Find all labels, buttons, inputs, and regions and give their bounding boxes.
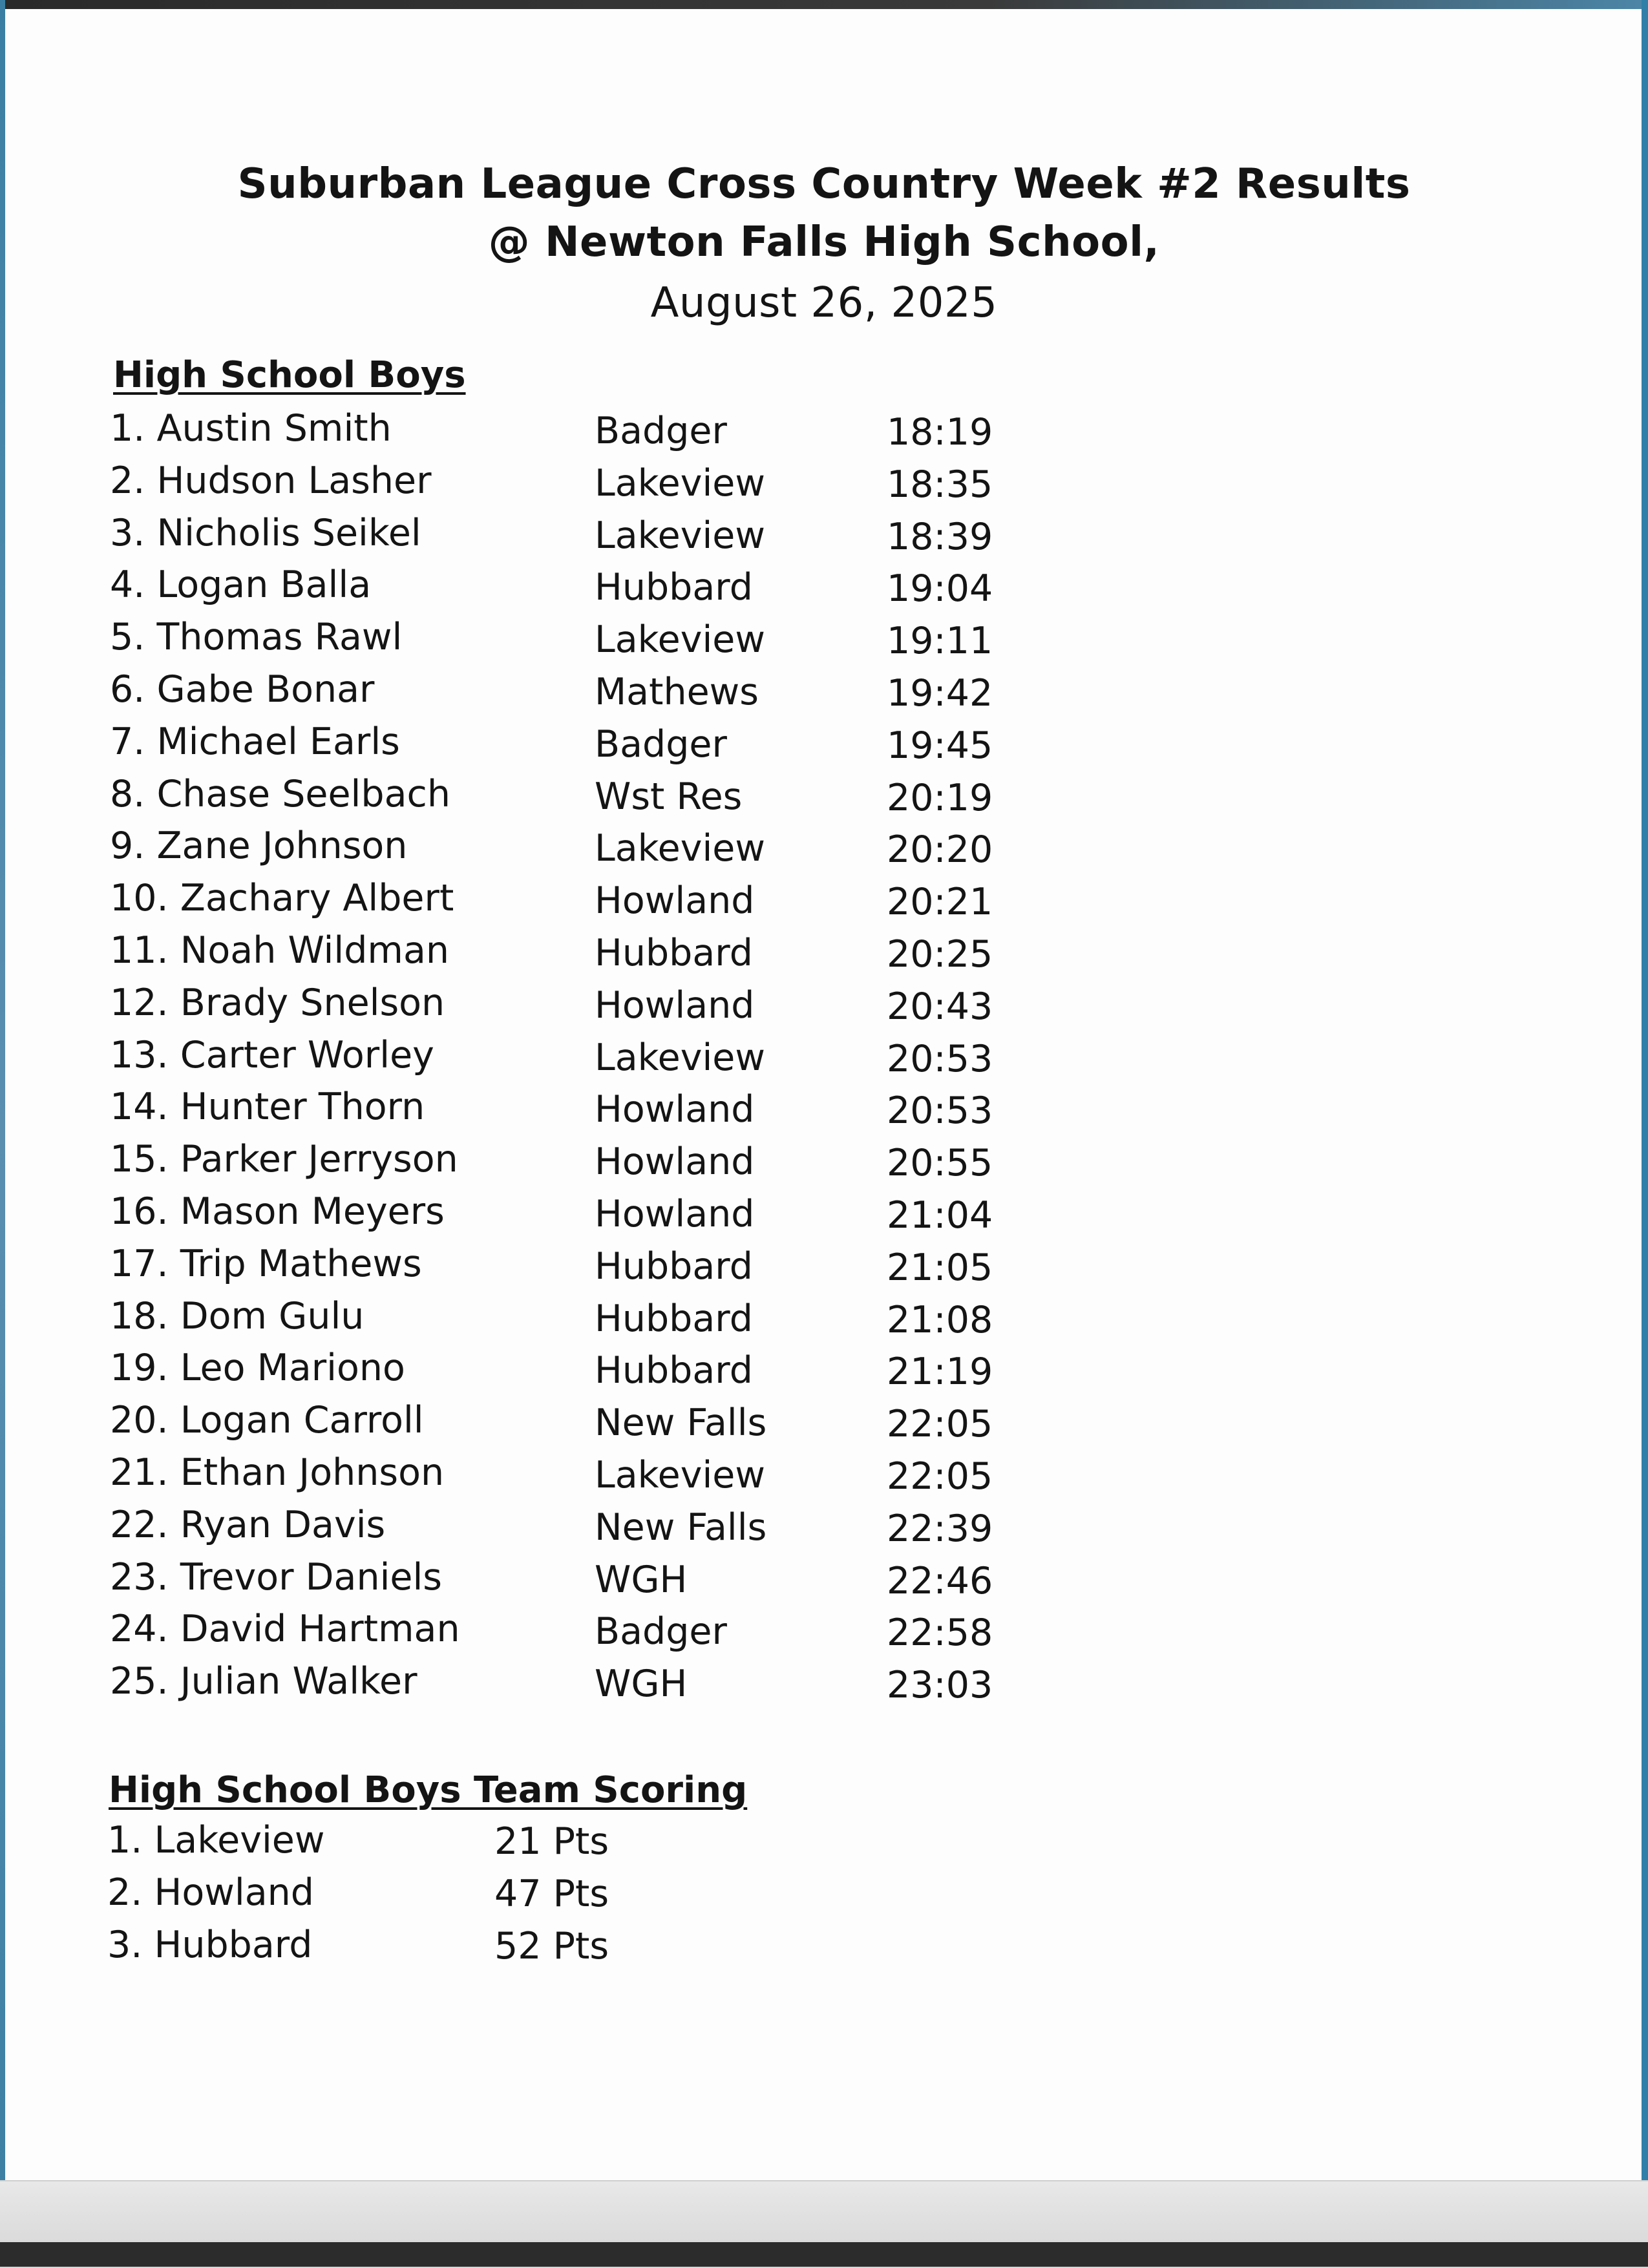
runner-name: 9. Zane Johnson [110, 824, 408, 868]
runner-time: 22:58 [887, 1612, 993, 1655]
runner-team: Mathews [595, 670, 759, 713]
runner-team: Lakeview [595, 514, 765, 557]
runner-team: Hubbard [595, 1244, 753, 1288]
runner-name: 24. David Hartman [110, 1608, 460, 1651]
runner-time: 22:39 [887, 1507, 993, 1550]
runner-name: 12. Brady Snelson [110, 981, 445, 1024]
result-row [0, 1034, 1648, 1086]
team-score-row [0, 1871, 1648, 1924]
runner-time: 23:03 [887, 1664, 993, 1707]
result-row [0, 982, 1648, 1034]
runner-time: 19:42 [887, 671, 993, 715]
runner-team: Lakeview [595, 618, 765, 662]
runner-time: 19:45 [887, 724, 993, 767]
runner-name: 13. Carter Worley [110, 1033, 434, 1076]
runner-time: 18:35 [887, 463, 993, 506]
runner-team: Lakeview [595, 827, 765, 870]
document-date: August 26, 2025 [650, 279, 998, 327]
team-points: 47 Pts [494, 1873, 609, 1915]
runner-team: Hubbard [595, 566, 753, 609]
result-row [0, 616, 1648, 668]
runner-team: WGH [595, 1558, 688, 1601]
result-row [0, 1243, 1648, 1295]
runner-name: 6. Gabe Bonar [110, 667, 375, 711]
runner-time: 18:39 [887, 515, 993, 558]
result-row [0, 1608, 1648, 1660]
runner-name: 10. Zachary Albert [110, 877, 454, 920]
runner-name: 3. Nicholis Seikel [110, 511, 421, 554]
runner-team: Hubbard [595, 1349, 753, 1392]
runner-name: 25. Julian Walker [110, 1660, 417, 1703]
result-row [0, 877, 1648, 929]
runner-team: New Falls [595, 1402, 767, 1445]
result-row [0, 407, 1648, 459]
runner-time: 21:08 [887, 1298, 993, 1341]
runner-name: 19. Leo Mariono [110, 1347, 405, 1390]
result-row [0, 1138, 1648, 1190]
runner-time: 22:05 [887, 1454, 993, 1498]
runner-time: 21:05 [887, 1246, 993, 1289]
result-row [0, 1660, 1648, 1712]
runner-name: 1. Austin Smith [110, 407, 392, 450]
runner-time: 19:11 [887, 620, 993, 663]
document-title: Suburban League Cross Country Week #2 Results [237, 160, 1411, 208]
runner-time: 21:19 [887, 1350, 993, 1394]
runner-name: 5. Thomas Rawl [110, 616, 403, 659]
runner-name: 8. Chase Seelbach [110, 772, 450, 815]
runner-time: 20:25 [887, 932, 993, 976]
result-row [0, 668, 1648, 720]
runner-time: 22:05 [887, 1403, 993, 1446]
team-scoring-heading: High School Boys Team Scoring [109, 1769, 748, 1811]
runner-name: 18. Dom Gulu [110, 1294, 364, 1338]
result-row [0, 824, 1648, 877]
runner-team: Hubbard [595, 1297, 753, 1340]
runner-team: Badger [595, 722, 727, 766]
runner-team: Howland [595, 879, 755, 923]
runner-time: 22:46 [887, 1559, 993, 1602]
runner-team: Howland [595, 983, 755, 1027]
result-row [0, 563, 1648, 616]
boys-results-heading: High School Boys [113, 354, 466, 396]
result-row [0, 1086, 1648, 1138]
boys-results-list [0, 407, 1648, 1712]
runner-time: 20:21 [887, 881, 993, 924]
result-row [0, 512, 1648, 564]
runner-name: 15. Parker Jerryson [110, 1138, 458, 1181]
runner-name: 21. Ethan Johnson [110, 1451, 445, 1494]
runner-time: 20:53 [887, 1037, 993, 1080]
runner-team: Hubbard [595, 931, 753, 974]
team-name: 2. Howland [107, 1871, 314, 1914]
runner-name: 17. Trip Mathews [110, 1242, 422, 1285]
result-row [0, 459, 1648, 512]
runner-time: 20:19 [887, 776, 993, 819]
runner-team: Howland [595, 1192, 755, 1235]
team-score-row [0, 1924, 1648, 1976]
runner-name: 11. Noah Wildman [110, 929, 449, 972]
result-row [0, 1295, 1648, 1347]
runner-team: Badger [595, 1610, 727, 1654]
runner-name: 4. Logan Balla [110, 563, 372, 607]
runner-team: Howland [595, 1088, 755, 1131]
result-row [0, 929, 1648, 982]
result-row [0, 773, 1648, 825]
runner-time: 18:19 [887, 411, 993, 454]
result-row [0, 1347, 1648, 1399]
document-venue: @ Newton Falls High School, [488, 218, 1160, 266]
runner-team: Howland [595, 1140, 755, 1184]
runner-name: 2. Hudson Lasher [110, 459, 432, 502]
runner-time: 21:04 [887, 1193, 993, 1237]
runner-time: 19:04 [887, 567, 993, 611]
runner-name: 7. Michael Earls [110, 720, 400, 763]
result-row [0, 1504, 1648, 1556]
scan-top-edge [0, 0, 1648, 9]
runner-name: 23. Trevor Daniels [110, 1555, 443, 1599]
result-row [0, 720, 1648, 773]
team-score-row [0, 1819, 1648, 1871]
runner-team: Lakeview [595, 461, 765, 505]
runner-time: 20:53 [887, 1089, 993, 1133]
team-name: 1. Lakeview [107, 1819, 325, 1862]
runner-team: Lakeview [595, 1453, 765, 1496]
runner-name: 14. Hunter Thorn [110, 1086, 425, 1129]
runner-team: Badger [595, 410, 727, 452]
runner-team: WGH [595, 1663, 688, 1706]
runner-team: New Falls [595, 1506, 767, 1549]
result-row [0, 1190, 1648, 1243]
runner-name: 16. Mason Meyers [110, 1190, 445, 1233]
team-name: 3. Hubbard [107, 1924, 313, 1966]
runner-team: Lakeview [595, 1036, 765, 1079]
runner-name: 20. Logan Carroll [110, 1399, 424, 1442]
runner-time: 20:20 [887, 828, 993, 872]
team-scoring-list [0, 1819, 1648, 1976]
runner-time: 20:55 [887, 1142, 993, 1185]
scan-bottom-edge [0, 2242, 1648, 2267]
runner-time: 20:43 [887, 985, 993, 1028]
team-points: 52 Pts [494, 1925, 609, 1968]
runner-name: 22. Ryan Davis [110, 1503, 386, 1546]
runner-team: Wst Res [595, 775, 743, 818]
result-row [0, 1556, 1648, 1608]
result-row [0, 1399, 1648, 1451]
team-points: 21 Pts [494, 1820, 609, 1863]
result-row [0, 1451, 1648, 1504]
